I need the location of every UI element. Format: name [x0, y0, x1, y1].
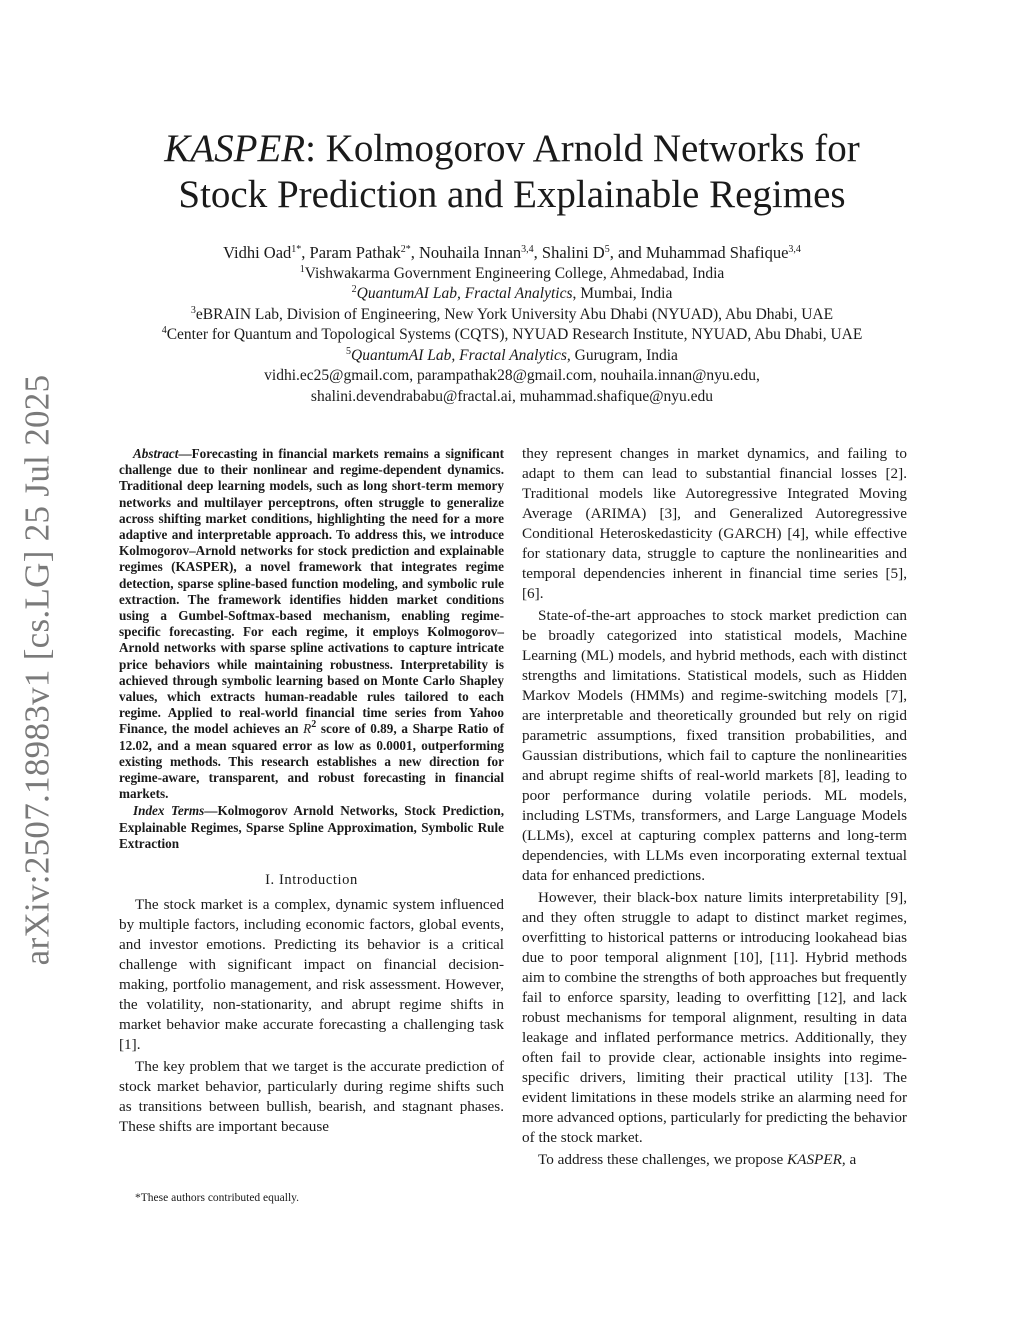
index-terms-label: Index Terms — [133, 803, 205, 819]
title-line1-rest: : Kolmogorov Arnold Networks for — [305, 127, 860, 170]
section-heading-introduction: I. Introduction — [265, 872, 358, 889]
title-italic: KASPER — [164, 127, 306, 170]
affiliation-text: eBRAIN Lab, Division of Engineering, New York University Abu Dhabi (NYUAD), Abu Dhabi, UAE — [195, 305, 834, 323]
affiliation-sup: 3 — [190, 304, 196, 316]
affiliation-5 — [80, 346, 944, 367]
author-name: Nouhaila Innan — [418, 243, 522, 262]
affiliation-text: Vishwakarma Government Engineering College, Ahmedabad, India — [304, 264, 725, 282]
author-sup: 3,4 — [521, 244, 534, 255]
affiliation-text: Center for Quantum and Topological Systems (CQTS), NYUAD Research Institute, NYUAD, Abu Dhabi, UAE — [166, 326, 863, 343]
paragraph-last — [522, 1150, 907, 1170]
author-names: Vidhi Oad$^{1*}$, Param Pathak$^{2*}$, Nouhaila Innan$^{3,4}$, Shalini $D^5$, and Muhammad Shafique$^{3,4}$ — [223, 243, 801, 262]
affiliation-sup: 2 — [351, 284, 357, 295]
affiliation-4 — [80, 325, 944, 346]
affiliation-italic: QuantumAI Lab, Fractal Analytics — [356, 285, 573, 302]
author-name: Shalini D — [541, 243, 605, 262]
abstract-label: Abstract — [133, 446, 179, 461]
author-name: Param Pathak — [309, 243, 401, 262]
title-line2: Stock Prediction and Explainable Regimes — [178, 173, 846, 216]
emails-line-1: vidhi.ec25@gmail.com, parampathak28@gmail.com, nouhaila.innan@nyu.edu, — [264, 367, 760, 384]
author-name: Muhammad Shafique — [645, 243, 789, 262]
paragraph: The key problem that we target is the accurate prediction of stock market behavior, particularly during regime shifts such as transitions between bullish, bearish, and stagnant phases. These shifts are important because — [119, 1058, 504, 1136]
author-sup: 3,4 — [788, 244, 801, 255]
index-terms-text: —Kolmogorov Arnold Networks, Stock Prediction, Explainable Regimes, Sparse Spline Approximation, Symbolic Rule Extraction — [119, 803, 504, 851]
affiliation-sup: 5 — [346, 345, 352, 357]
arxiv-sidebar — [10, 374, 64, 966]
affiliation-sup: 4 — [161, 325, 167, 336]
paragraph: However, their black-box nature limits interpretability [9], and they often struggle to adapt to distinct market regimes, overfitting to historical patterns or introducing lookahead bias due to poor temporal alignment [10], [11]. Hybrid methods aim to combine the strengths of both approaches but frequently fail to enforce sparsity, leading to overfitting [12], and lack robust mechanisms for temporal alignment, resulting in data leakage and inflated performance metrics. Additionally, they often fail to provide clear, actionable insights into regime-specific drivers, limiting their practical utility [13]. The evident limitations in these models strike an alarming need for more advanced options, particularly for predicting the behavior of the stock market. — [522, 889, 907, 1146]
affiliation-3 — [80, 305, 944, 326]
r2-sup: 2 — [311, 719, 317, 731]
r2-symbol: R — [303, 721, 312, 737]
left-column — [119, 446, 504, 1137]
affiliation-sup: 1 — [299, 263, 305, 275]
abstract-text-end: score of 0.89, a Sharpe Ratio of 12.02, and a mean squared error as low as 0.0001, outperforming existing methods. This research establishes a new direction for regime-aware, transparent, and robust forecasting in financial markets. — [119, 721, 504, 802]
right-column — [522, 444, 907, 1170]
paragraph-text: , a — [841, 1151, 857, 1168]
paragraph: State-of-the-art approaches to stock market prediction can be broadly categorized into statistical models, Machine Learning (ML) models, and hybrid methods, each with distinct strengths and limitations. Statistical models, such as Hidden Markov Models (HMMs) and regime-switching models [7], are interpretable and theoretically grounded but rely on rigid parametric assumptions, fixed transition probabilities, and Gaussian distributions, which fail to capture the nonlinearities and abrupt regime shifts of real-world markets [8], leading to poor performance during volatile periods. ML models, including LSTMs, transformers, and Large Language Models (LLMs), excel at capturing complex patterns and long-term dependencies, with LLMs even incorporating external textual data for enhanced predictions. — [522, 607, 907, 884]
index-terms — [119, 803, 504, 852]
author-block — [80, 243, 944, 407]
author-name: Vidhi Oad — [223, 243, 292, 262]
abstract-text: —Forecasting in financial markets remains a significant challenge due to their nonlinear and regime-dependent dynamics. Traditional deep learning models, such as long short-term memory networks and multilayer perceptrons, often struggle to generalize across shifting market conditions, highlighting the need for a more adaptive and interpretable approach. To address this, we introduce Kolmogorov–Arnold networks for stock prediction and explainable regimes (KASPER), a novel framework that integrates regime detection, sparse spline-based function modeling, and symbolic rule extraction. The framework identifies hidden market conditions using a Gumbel-Softmax-based mechanism, enabling regime-specific forecasting. For each regime, it employs Kolmogorov–Arnold networks with sparse spline activations to capture intricate price behaviors while maintaining robustness. Interpretability is achieved through symbolic learning based on Monte Carlo Shapley values, which extracts human-readable rules tailored to each regime. Applied to real-world financial time series from Yahoo Finance, the model achieves an — [119, 446, 504, 737]
arxiv-identifier: arXiv:2507.18983v1 [cs.LG] 25 Jul 2025 — [17, 374, 56, 966]
author-sup: 5 — [604, 244, 610, 255]
affiliation-text: , Mumbai, India — [572, 285, 673, 302]
paragraph: they represent changes in market dynamics, and failing to adapt to them can lead to substantial financial losses [2]. Traditional models like Autoregressive Integrated Moving Average (ARIMA) [3], and Generalized Autoregressive Conditional Heteroskedasticity (GARCH) [4], while effective for stationary data, struggle to capture the nonlinearities and temporal dependencies inherent in financial time series [5], [6]. — [522, 445, 907, 602]
author-sup: 2* — [400, 244, 411, 255]
affiliation-italic: QuantumAI Lab, Fractal Analytics — [351, 346, 567, 364]
affiliation-2 — [80, 284, 944, 305]
author-sup: 1* — [291, 244, 302, 255]
paper-title — [100, 126, 924, 218]
paragraph: The stock market is a complex, dynamic system influenced by multiple factors, including economic factors, global events, and investor emotions. Predicting its behavior is a critical challenge with significant impact on financial decision-making, portfolio management, and risk assessment. However, the volatility, non-stationarity, and abrupt regime shifts in market behavior make accurate forecasting a challenging task [1]. — [119, 896, 504, 1054]
emails-line-2: shalini.devendrababu@fractal.ai, muhammad.shafique@nyu.edu — [310, 387, 714, 405]
paragraph-text: To address these challenges, we propose — [538, 1151, 788, 1168]
affiliation-1 — [80, 264, 944, 285]
abstract — [119, 446, 504, 802]
footnote: *These authors contributed equally. — [135, 1192, 300, 1204]
affiliation-text: , Gurugram, India — [566, 346, 678, 364]
kasper-italic: KASPER — [787, 1151, 842, 1168]
